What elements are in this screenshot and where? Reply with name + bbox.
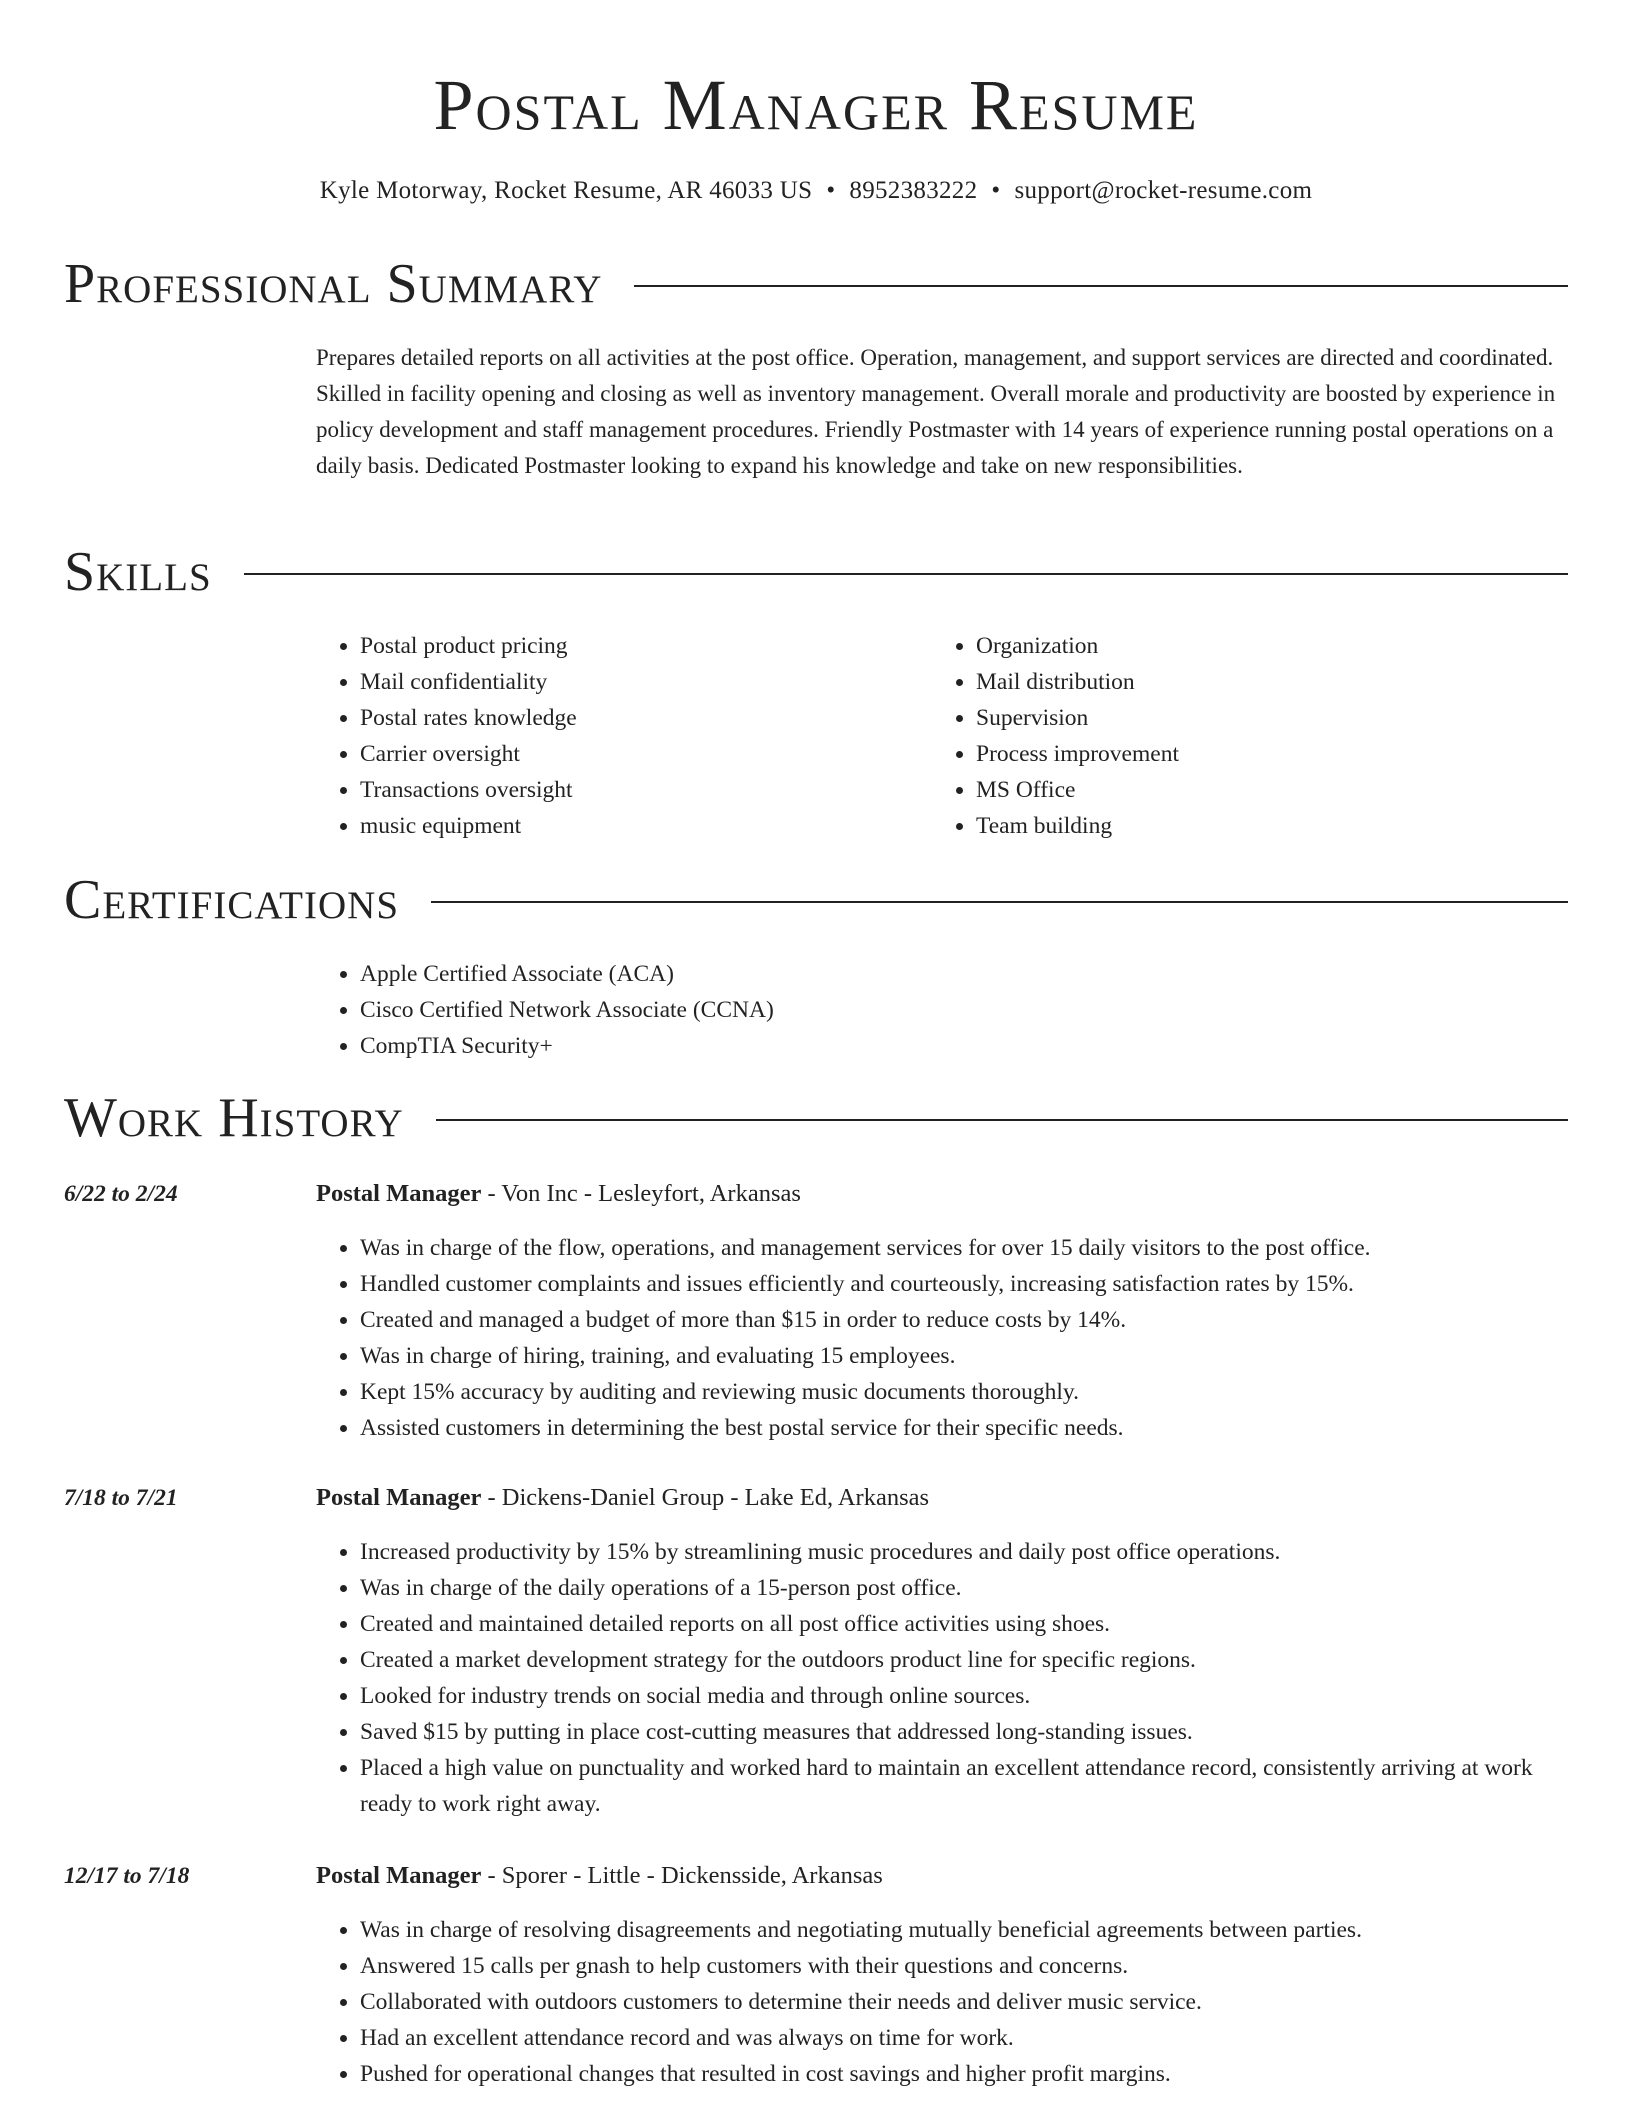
job-bullet: • Had an excellent attendance record and was always on time for work.	[360, 2020, 1568, 2056]
skill-item: • Team building	[976, 808, 1179, 844]
certifications-heading: Certifications	[64, 869, 400, 931]
job-bullet-list	[316, 1230, 1568, 1446]
resume-title: Postal Manager Resume	[433, 65, 1199, 145]
job-bullets	[316, 1230, 1568, 1446]
skill-item: • Organization	[976, 628, 1179, 664]
job-date: 12/17 to 7/18	[64, 1863, 190, 1889]
skill-item: • Transactions oversight	[360, 772, 577, 808]
section-divider	[436, 1119, 1568, 1121]
work-history-section-header	[64, 1086, 1568, 1150]
skill-item: • Mail distribution	[976, 664, 1179, 700]
job-date: 7/18 to 7/21	[64, 1485, 178, 1511]
contact-email: support@rocket-resume.com	[1014, 177, 1313, 204]
skill-item: • Postal rates knowledge	[360, 700, 577, 736]
job-bullet: • Looked for industry trends on social media and through online sources.	[360, 1678, 1568, 1714]
job-heading	[316, 1176, 801, 1212]
contact-line	[0, 174, 1632, 208]
job-bullet: • Placed a high value on punctuality and worked hard to maintain an excellent attendance record, consistently arriving at work ready to work right away.	[360, 1750, 1568, 1822]
skills-column-right	[932, 628, 1179, 844]
job-bullet: • Created a market development strategy for the outdoors product line for specific regions.	[360, 1642, 1568, 1678]
job-bullet: • Pushed for operational changes that resulted in cost savings and higher profit margins.	[360, 2056, 1568, 2092]
job-date: 6/22 to 2/24	[64, 1181, 178, 1207]
skill-item: • Postal product pricing	[360, 628, 577, 664]
section-divider	[634, 285, 1568, 287]
contact-address: Kyle Motorway, Rocket Resume, AR 46033 US	[319, 177, 813, 204]
job-bullet: • Was in charge of resolving disagreements and negotiating mutually beneficial agreements between parties.	[360, 1912, 1568, 1948]
job-bullet: • Was in charge of hiring, training, and evaluating 15 employees.	[360, 1338, 1568, 1374]
skill-item: • Mail confidentiality	[360, 664, 577, 700]
certifications-list	[316, 956, 774, 1064]
job-bullets	[316, 1534, 1568, 1822]
skill-item: • music equipment	[360, 808, 577, 844]
certifications-section-header	[64, 868, 1568, 932]
certifications-block	[316, 956, 774, 1064]
skill-item: • Carrier oversight	[360, 736, 577, 772]
section-divider	[244, 573, 1568, 575]
job-bullet: • Handled customer complaints and issues efficiently and courteously, increasing satisfaction rates by 15%.	[360, 1266, 1568, 1302]
job-bullet: • Saved $15 by putting in place cost-cutting measures that addressed long-standing issues.	[360, 1714, 1568, 1750]
contact-separator: •	[991, 177, 1001, 204]
job-bullet: • Answered 15 calls per gnash to help customers with their questions and concerns.	[360, 1948, 1568, 1984]
skills-list-right	[932, 628, 1179, 844]
job-bullet: • Increased productivity by 15% by streamlining music procedures and daily post office operations.	[360, 1534, 1568, 1570]
job-heading	[316, 1480, 929, 1516]
job-company: - Sporer - Little - Dickensside, Arkansas	[481, 1862, 883, 1889]
skill-item: • Supervision	[976, 700, 1179, 736]
summary-text: Prepares detailed reports on all activities at the post office. Operation, management, and support services are directed and coordinated. Skilled in facility opening and closing as well as inventory management. Overall morale and productivity are boosted by experience in policy development and staff management procedures. Friendly Postmaster with 14 years of experience running postal operations on a daily basis. Dedicated Postmaster looking to expand his knowledge and take on new responsibilities.	[316, 345, 1556, 478]
work-history-heading: Work History	[64, 1087, 404, 1149]
skills-list-left	[316, 628, 577, 844]
contact-separator: •	[826, 177, 836, 204]
certification-item: • CompTIA Security+	[360, 1028, 774, 1064]
job-bullet: • Collaborated with outdoors customers to determine their needs and deliver music service.	[360, 1984, 1568, 2020]
job-bullet: • Assisted customers in determining the best postal service for their specific needs.	[360, 1410, 1568, 1446]
skills-heading: Skills	[64, 541, 212, 603]
job-bullet: • Created and maintained detailed reports on all post office activities using shoes.	[360, 1606, 1568, 1642]
summary-heading: Professional Summary	[64, 253, 603, 315]
certification-item: • Apple Certified Associate (ACA)	[360, 956, 774, 992]
job-bullets	[316, 1912, 1568, 2092]
job-heading	[316, 1858, 883, 1894]
job-bullet: • Was in charge of the flow, operations, and management services for over 15 daily visitors to the post office.	[360, 1230, 1568, 1266]
skills-section-header	[64, 540, 1568, 604]
job-bullet: • Kept 15% accuracy by auditing and reviewing music documents thoroughly.	[360, 1374, 1568, 1410]
job-company: - Dickens-Daniel Group - Lake Ed, Arkansas	[481, 1484, 930, 1511]
job-bullet: • Created and managed a budget of more than $15 in order to reduce costs by 14%.	[360, 1302, 1568, 1338]
job-company: - Von Inc - Lesleyfort, Arkansas	[481, 1180, 801, 1207]
summary-section-header	[64, 252, 1568, 316]
skill-item: • Process improvement	[976, 736, 1179, 772]
skill-item: • MS Office	[976, 772, 1179, 808]
job-bullet-list	[316, 1912, 1568, 2092]
skills-column-left	[316, 628, 577, 844]
job-role: Postal Manager	[316, 1862, 482, 1889]
job-role: Postal Manager	[316, 1484, 482, 1511]
certification-item: • Cisco Certified Network Associate (CCNA)	[360, 992, 774, 1028]
job-bullet-list	[316, 1534, 1568, 1822]
job-role: Postal Manager	[316, 1180, 482, 1207]
contact-phone: 8952383222	[849, 177, 978, 204]
job-bullet: • Was in charge of the daily operations of a 15-person post office.	[360, 1570, 1568, 1606]
section-divider	[431, 901, 1568, 903]
